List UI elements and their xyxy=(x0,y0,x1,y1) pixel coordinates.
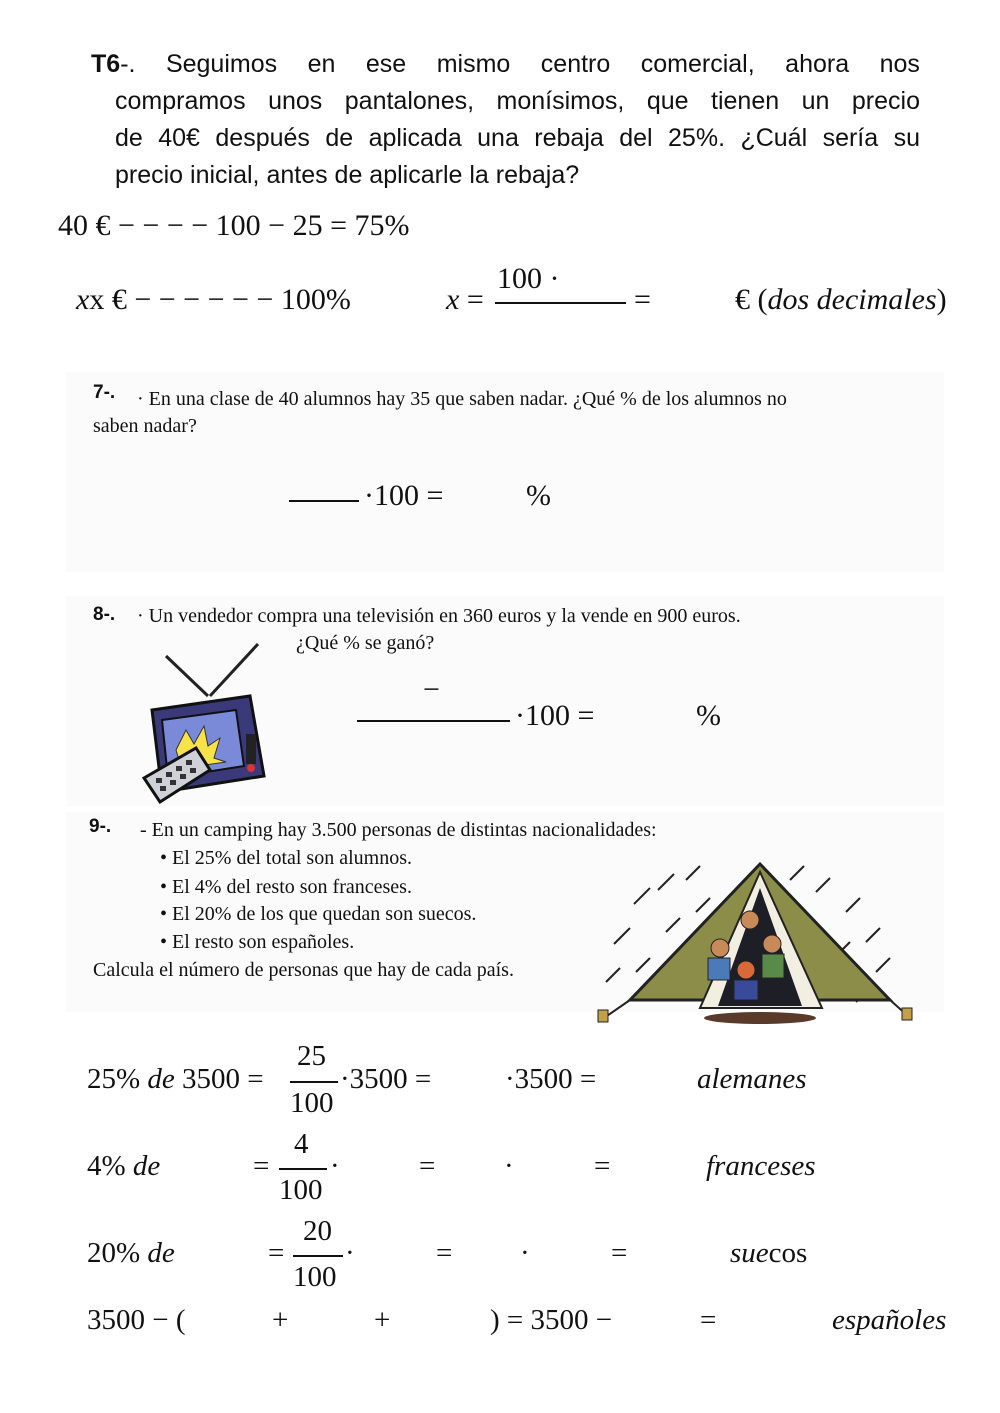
p8-label: 8-. xyxy=(93,604,116,625)
p9-r2-eq: = xyxy=(253,1150,270,1182)
p9-r1-numerator: 25 xyxy=(297,1040,326,1072)
t6-word: Seguimos xyxy=(165,50,278,78)
p9-r2-numerator: 4 xyxy=(294,1128,309,1160)
p9-r3-eq2: = xyxy=(436,1237,453,1269)
p9-r4-a: 3500 − ( xyxy=(87,1304,186,1336)
p9-bullet: • El 4% del resto son franceses. xyxy=(160,876,412,898)
p9-intro: - En un camping hay 3.500 personas de distintas nacionalidades: xyxy=(140,819,657,841)
p9-r2-left: 4% de xyxy=(87,1150,161,1182)
t6-result-unit: € (dos decimales) xyxy=(735,283,947,316)
p8-percent: % xyxy=(696,699,721,732)
t6-word: ese xyxy=(365,50,407,78)
t6-line-1 xyxy=(91,46,920,83)
p9-r1-fraction-bar xyxy=(290,1081,338,1083)
t6-equals: = xyxy=(634,283,651,316)
p7-text-2: saben nadar? xyxy=(93,415,197,437)
t6-line-1-start: T6-. xyxy=(91,50,136,78)
t6-numerator: 100 · xyxy=(497,262,560,295)
t6-line-3: de 40€ después de aplicada una rebaja del 25%. ¿Cuál sería su xyxy=(115,124,920,152)
p7-fraction-bar xyxy=(289,500,359,502)
p9-r3-eq: = xyxy=(268,1237,285,1269)
t6-x-equals: x = xyxy=(446,283,484,316)
p9-r3-numerator: 20 xyxy=(303,1215,332,1247)
p9-bullet: • El 25% del total son alumnos. xyxy=(160,847,412,869)
p9-r2-eq3: = xyxy=(594,1150,611,1182)
t6-fraction-bar xyxy=(495,302,626,304)
p7-label: 7-. xyxy=(93,382,116,403)
p9-r1-denominator: 100 xyxy=(290,1087,334,1119)
p9-r3-fraction-bar xyxy=(293,1255,343,1257)
p9-r4-plus-1: + xyxy=(272,1304,289,1336)
p9-r4-eq: = xyxy=(700,1304,717,1336)
p9-bullet: • El resto son españoles. xyxy=(160,931,355,953)
p9-r2-denominator: 100 xyxy=(279,1174,323,1206)
p9-outro: Calcula el número de personas que hay de cada país. xyxy=(93,959,514,981)
p9-r2-eq2: = xyxy=(419,1150,436,1182)
t6-word: ahora xyxy=(785,50,850,78)
p9-r3-word: suecos xyxy=(730,1237,808,1269)
p9-bullet: • El 20% de los que quedan son suecos. xyxy=(160,903,477,925)
camping-tent-icon xyxy=(590,858,920,1050)
p8-text-1: · Un vendedor compra una televisión en 360 euros y la vende en 900 euros. xyxy=(137,605,741,627)
p9-r3-dot: · xyxy=(345,1237,355,1269)
t6-word: comercial, xyxy=(640,50,755,78)
t6-word: en xyxy=(307,50,336,78)
p8-minus: − xyxy=(423,673,440,706)
p9-r4-word: españoles xyxy=(832,1304,947,1336)
p9-r3-denominator: 100 xyxy=(293,1261,337,1293)
t6-line-4: precio inicial, antes de aplicarle la rebaja? xyxy=(115,161,580,189)
p7-formula: ·100 = xyxy=(364,479,444,512)
p9-r2-word: franceses xyxy=(706,1150,816,1182)
p7-text-1: · En una clase de 40 alumnos hay 35 que saben nadar. ¿Qué % de los alumnos no xyxy=(137,388,787,410)
t6-word: mismo xyxy=(436,50,511,78)
p7-percent: % xyxy=(526,479,551,512)
p9-r4-b: ) = 3500 − xyxy=(490,1304,613,1336)
p9-r2-fraction-bar xyxy=(279,1168,327,1170)
t6-label: T6 xyxy=(91,50,121,78)
p8-text-2: ¿Qué % se ganó? xyxy=(296,632,435,654)
p9-r3-dot2: · xyxy=(520,1237,530,1269)
p9-r3-eq3: = xyxy=(611,1237,628,1269)
t6-equation-2-left: xx € − − − − − − 100% xyxy=(76,283,351,316)
p9-r3-left: 20% de xyxy=(87,1237,175,1269)
p9-r1-word: alemanes xyxy=(697,1063,807,1095)
p8-formula: ·100 = xyxy=(515,699,595,732)
t6-decimals-note: dos decimales xyxy=(767,283,937,316)
t6-equation-1: 40 € − − − − 100 − 25 = 75% xyxy=(58,209,410,242)
television-remote-icon xyxy=(138,638,268,806)
t6-word: nos xyxy=(879,50,920,78)
p9-r1-mul2: ·3500 = xyxy=(505,1063,597,1095)
t6-line-2: compramos unos pantalones, monísimos, que tienen un precio xyxy=(115,87,920,115)
p8-fraction-bar xyxy=(357,720,510,722)
p9-r4-plus-2: + xyxy=(374,1304,391,1336)
p9-r2-dot2: · xyxy=(504,1150,514,1182)
p9-r1-left: 25% de 3500 = xyxy=(87,1063,264,1095)
p9-r1-mul: ·3500 = xyxy=(340,1063,432,1095)
t6-word: centro xyxy=(540,50,611,78)
p9-r2-dot: · xyxy=(330,1150,340,1182)
p9-label: 9-. xyxy=(89,816,112,837)
